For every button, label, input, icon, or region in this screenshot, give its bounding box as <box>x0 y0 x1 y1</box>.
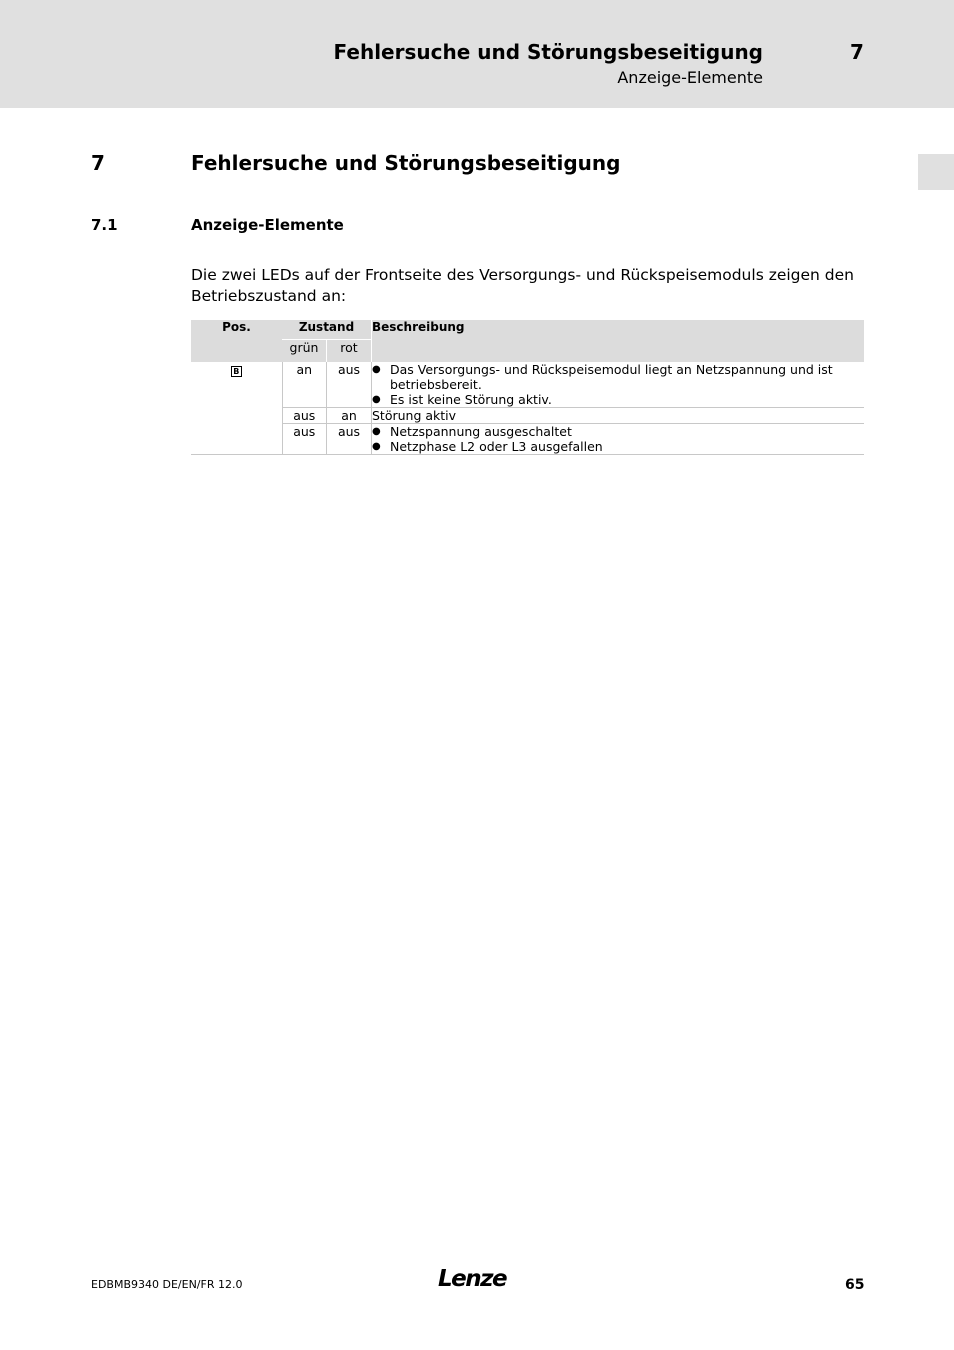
description-cell <box>372 424 865 455</box>
led-status-table <box>191 320 864 455</box>
state-gruen: aus <box>282 424 327 455</box>
description-list <box>372 424 864 454</box>
chapter-side-tab <box>918 154 954 190</box>
state-rot: aus <box>327 424 372 455</box>
section-title: Fehlersuche und Störungsbeseitigung <box>191 151 621 175</box>
state-rot: aus <box>327 362 372 408</box>
subsection-number: 7.1 <box>91 216 118 234</box>
table-row <box>191 408 864 424</box>
section-number: 7 <box>91 151 105 175</box>
table-row <box>191 424 864 455</box>
state-rot: an <box>327 408 372 424</box>
description-cell: Störung aktiv <box>372 408 865 424</box>
header-subtitle: Anzeige-Elemente <box>617 68 763 87</box>
lenze-logo: Lenze <box>438 1266 507 1292</box>
subsection-title: Anzeige-Elemente <box>191 216 344 234</box>
list-item: ● Netzspannung ausgeschaltet <box>372 424 864 439</box>
pos-cell <box>191 362 282 455</box>
page-number: 65 <box>845 1277 865 1293</box>
description-cell <box>372 362 865 408</box>
header-beschreibung: Beschreibung <box>372 320 865 362</box>
footer-doc-id: EDBMB9340 DE/EN/FR 12.0 <box>91 1278 243 1291</box>
header-title: Fehlersuche und Störungsbeseitigung <box>333 40 763 64</box>
header-chapter-number: 7 <box>850 40 864 64</box>
header-zustand: Zustand <box>282 320 372 340</box>
list-item: ● Netzphase L2 oder L3 ausgefallen <box>372 439 864 454</box>
header-rot: rot <box>327 340 372 363</box>
pos-marker-icon: B <box>231 366 242 377</box>
state-gruen: an <box>282 362 327 408</box>
list-item: ● Es ist keine Störung aktiv. <box>372 392 864 407</box>
state-gruen: aus <box>282 408 327 424</box>
table-row <box>191 362 864 408</box>
header-pos: Pos. <box>191 320 282 362</box>
description-list <box>372 362 864 407</box>
intro-paragraph: Die zwei LEDs auf der Frontseite des Versorgungs- und Rückspeisemoduls zeigen den Betriebszustand an: <box>191 266 854 305</box>
header-gruen: grün <box>282 340 327 363</box>
list-item: ● Das Versorgungs- und Rückspeisemodul liegt an Netzspannung und ist betriebsbereit. <box>372 362 864 392</box>
